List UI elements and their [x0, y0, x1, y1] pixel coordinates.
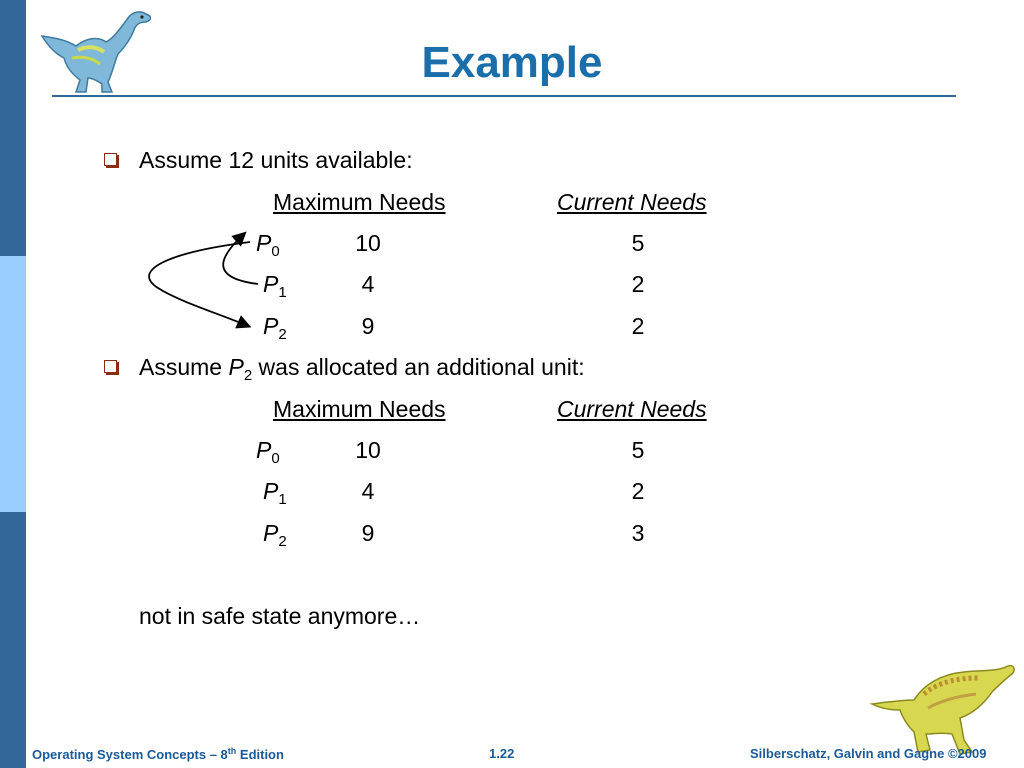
table1-header-max: Maximum Needs: [273, 189, 446, 215]
sequence-arrows: [140, 228, 270, 338]
slide-title: Example: [421, 38, 603, 87]
bullet-text-2: Assume $P_2$ was allocated an additional unit:: [139, 354, 585, 384]
table1-max-value: 9: [361, 313, 375, 339]
footer-page-number: 1.22: [489, 746, 515, 761]
bullet-icon: [104, 360, 117, 373]
table2-max-value: 4: [361, 478, 375, 504]
conclusion-text: not in safe state anymore…: [139, 603, 421, 629]
table1-max-value: 4: [361, 271, 375, 297]
table2-header-current: Current Needs: [557, 396, 707, 422]
table2-current-value: 2: [631, 478, 645, 504]
table2-process-label: $P_0$: [256, 437, 280, 467]
table1-process-label: $P_0$: [256, 230, 280, 260]
table2-header-max: Maximum Needs: [273, 396, 446, 422]
table1-max-value: 10: [355, 230, 381, 256]
table1-current-value: 5: [631, 230, 645, 256]
dinosaur-logo-bottom-icon: [868, 660, 1018, 760]
sidebar-segment-middle: [0, 256, 26, 512]
arrow-p0-to-p2-icon: [149, 242, 250, 326]
table1-current-value: 2: [631, 271, 645, 297]
arrow-p1-to-p0-icon: [223, 234, 258, 284]
table2-max-value: 10: [355, 437, 381, 463]
footer-authors: Silberschatz, Galvin and Gagne ©2009: [750, 746, 987, 761]
table1-process-label: $P_2$: [263, 313, 287, 343]
bullet-text-1: Assume 12 units available:: [139, 147, 413, 173]
bullet-icon: [104, 153, 117, 166]
table2-current-value: 5: [631, 437, 645, 463]
table1-header-current: Current Needs: [557, 189, 707, 215]
table2-max-value: 9: [361, 520, 375, 546]
table2-process-label: $P_2$: [263, 520, 287, 550]
table1-current-value: 2: [631, 313, 645, 339]
table2-current-value: 3: [631, 520, 645, 546]
footer-course-title: Operating System Concepts – 8th Edition: [32, 746, 284, 762]
table2-process-label: $P_1$: [263, 478, 287, 508]
title-divider: [52, 95, 956, 97]
table1-process-label: $P_1$: [263, 271, 287, 301]
sidebar-segment-bottom: [0, 512, 26, 768]
